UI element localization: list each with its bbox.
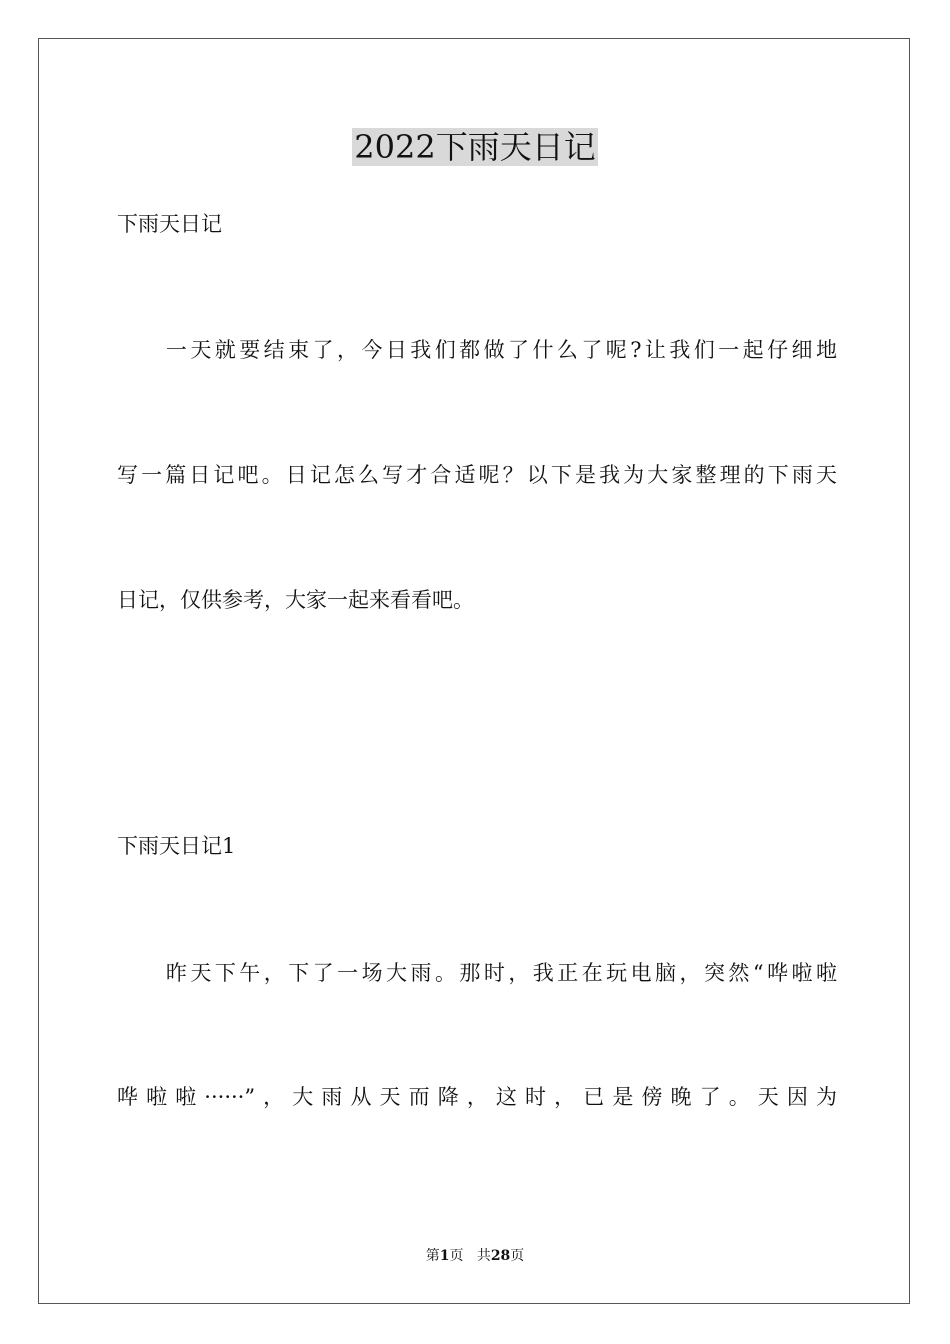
page-footer (0, 1246, 950, 1266)
page-suffix: 页 (449, 1248, 464, 1264)
page-prefix: 第 (425, 1248, 440, 1264)
paragraph-line: 哗啦啦······”，大雨从天而降，这时，已是傍晚了。天因为 (117, 1085, 837, 1109)
document-title-text: 2022下雨天日记 (354, 128, 596, 166)
paragraph-line: 日记，仅供参考，大家一起来看看吧。 (117, 588, 474, 612)
page-number: 1 (439, 1248, 450, 1264)
paragraph-line: 昨天下午，下了一场大雨。那时，我正在玩电脑，突然“哗啦啦 (117, 961, 837, 985)
total-pages: 28 (490, 1248, 511, 1264)
section-heading: 下雨天日记 (117, 212, 222, 236)
section-heading: 下雨天日记1 (117, 834, 236, 858)
document-title (0, 125, 950, 169)
total-prefix: 共 (476, 1248, 491, 1264)
paragraph-line: 写一篇日记吧。日记怎么写才合适呢？以下是我为大家整理的下雨天 (117, 463, 837, 487)
total-suffix: 页 (510, 1248, 525, 1264)
paragraph-line: 一天就要结束了，今日我们都做了什么了呢?让我们一起仔细地 (117, 338, 837, 362)
